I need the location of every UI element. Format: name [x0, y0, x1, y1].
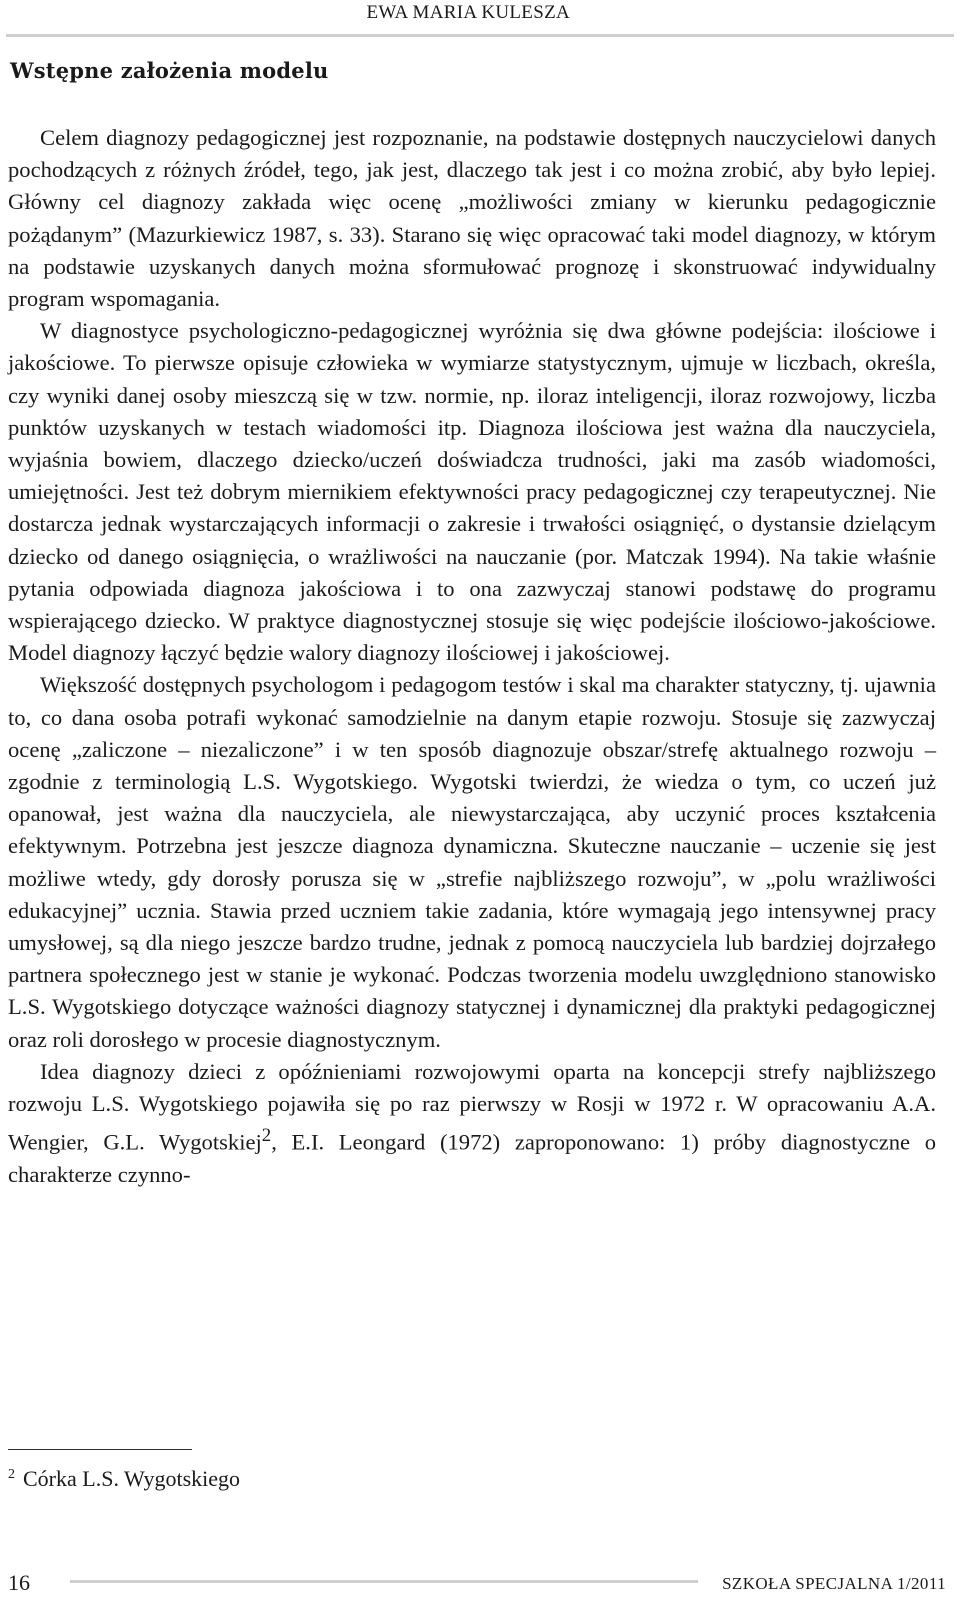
footnote-text: Córka L.S. Wygotskiego [23, 1466, 241, 1491]
paragraph-4-text-start: Idea diagnozy dzieci z opóźnieniami rozwojowymi oparta na koncepcji strefy najbliższego rozwoju L.S. Wygotskiego pojawiła się po raz pierwszy w Rosji w 1972 r. W opracowaniu A.A. Wengier, G.L. Wygotskiej [8, 1058, 936, 1155]
journal-title: SZKOŁA SPECJALNA 1/2011 [722, 1574, 946, 1593]
footnote-number: 2 [8, 1467, 15, 1482]
running-footer [0, 1560, 960, 1600]
footer-rule [70, 1580, 698, 1583]
footnote-reference: 2 [261, 1125, 272, 1147]
header-author: EWA MARIA KULESZA [366, 2, 570, 23]
page-number: 16 [8, 1570, 30, 1595]
paragraph-3: Większość dostępnych psychologom i pedagogom testów i skal ma charakter statyczny, tj. ujawnia to, co dana osoba potrafi wykonać samodzielnie na danym etapie rozwoju. Stosuje się zazwyczaj ocenę „zaliczone – niezaliczone” i w ten sposób diagnozuje obszar/strefę aktualnego rozwoju – zgodnie z terminologią L.S. Wygotskiego. Wygotski twierdzi, że wiedza o tym, co uczeń już opanował, jest ważna dla nauczyciela, ale niewystarczająca, aby uczynić proces kształcenia efektywnym. Potrzebna jest jeszcze diagnoza dynamiczna. Skuteczne nauczanie – uczenie się jest możliwe wtedy, gdy dorosły porusza się w „strefie najbliższego rozwoju”, w „polu wrażliwości edukacyjnej” ucznia. Stawia przed uczniem takie zadania, które wymagają jego intensywnej pracy umysłowej, są dla niego jeszcze bardzo trudne, jednak z pomocą nauczyciela lub bardziej dojrzałego partnera społecznego jest w stanie je wykonać. Podczas tworzenia modelu uwzględniono stanowisko L.S. Wygotskiego dotyczące ważności diagnozy statycznej i dynamicznej dla praktyki pedagogicznej oraz roli dorosłego w procesie diagnostycznym. [8, 672, 936, 1052]
footnote-rule [8, 1449, 192, 1450]
paragraph-1: Celem diagnozy pedagogicznej jest rozpoznanie, na podstawie dostępnych nauczycielowi danych pochodzących z różnych źródeł, tego, jak jest, dlaczego tak jest i co można zrobić, aby było lepiej. Główny cel diagnozy zakłada więc ocenę „możliwości zmiany w kierunku pedagogicznie pożądanym” (Mazurkiewicz 1987, s. 33). Starano się więc opracować taki model diagnozy, w którym na podstawie uzyskanych danych można sformułować prognozę i skonstruować indywidualny program wspomagania. [8, 125, 936, 312]
paragraph-2: W diagnostyce psychologiczno-pedagogicznej wyróżnia się dwa główne podejścia: ilościowe i jakościowe. To pierwsze opisuje człowieka w wymiarze statystycznym, ujmuje w liczbach, określa, czy wyniki danej osoby mieszczą się w tzw. normie, np. iloraz inteligencji, iloraz rozwojowy, liczba punktów uzyskanych w testach wiadomości itp. Diagnoza ilościowa jest ważna dla nauczyciela, wyjaśnia bowiem, dlaczego dziecko/uczeń doświadcza trudności, jaki ma zasób wiadomości, umiejętności. Jest też dobrym miernikiem efektywności pracy pedagogicznej czy terapeutycznej. Nie dostarcza jednak wystarczających informacji o zakresie i trwałości osiągnięć, o dystansie dzielącym dziecko od danego osiągnięcia, o wrażliwości na nauczanie (por. Matczak 1994). Na takie właśnie pytania odpowiada diagnoza jakościowa i to ona zazwyczaj stanowi podstawę do programu wspierającego dziecko. W praktyce diagnostycznej stosuje się więc podejście ilościowo-jakościowe. Model diagnozy łączyć będzie walory diagnozy ilościowej i jakościowej. [8, 318, 936, 666]
paragraph-4 [8, 1056, 936, 1191]
paragraph-4-text-end: , E.I. Leongard (1972) zaproponowano: 1) próby diagnostyczne o charakterze czynno- [8, 1129, 936, 1188]
body-text [8, 122, 936, 1191]
running-header [0, 0, 960, 40]
section-heading: Wstępne założenia modelu [10, 58, 329, 83]
header-rule [6, 34, 954, 37]
footnote [8, 1466, 240, 1492]
